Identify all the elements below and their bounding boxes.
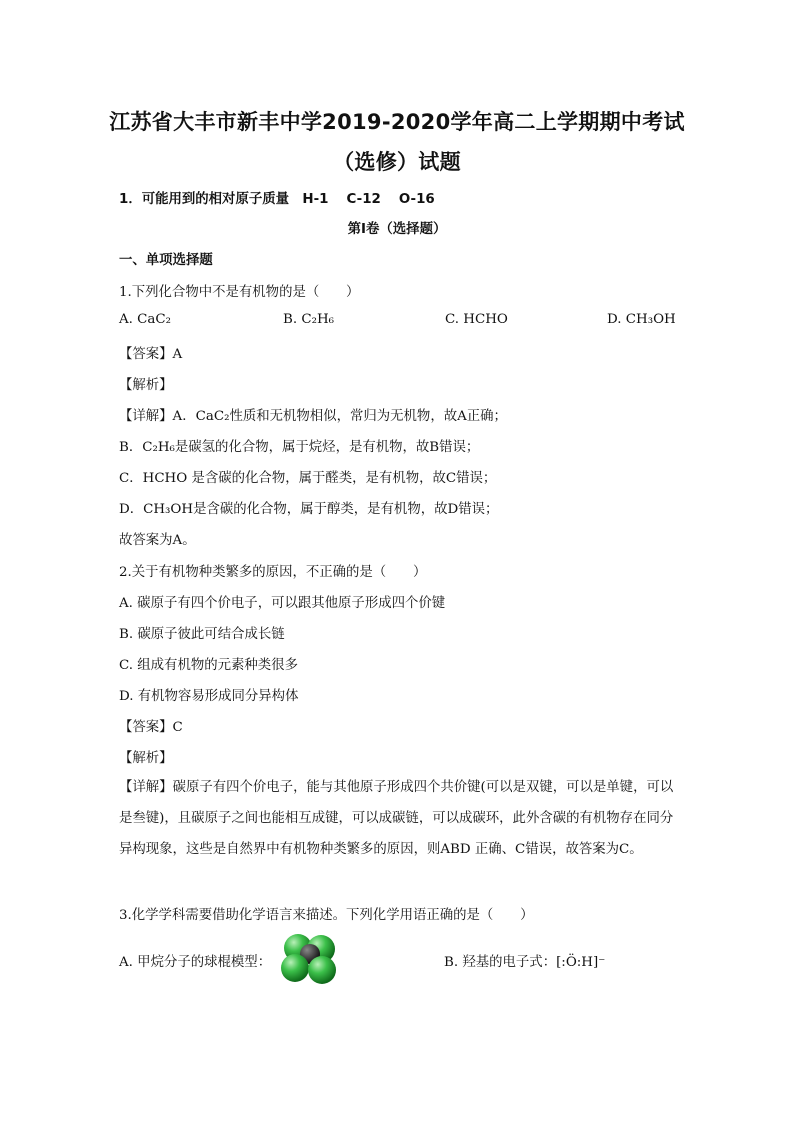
question-1-detail-line-1: 【详解】A．CaC₂性质和无机物相似，常归为无机物，故A正确； xyxy=(119,409,507,424)
question-2-analysis-label: 【解析】 xyxy=(119,751,173,766)
section-heading: 一、单项选择题 xyxy=(119,253,213,268)
question-2-option-b: B. 碳原子彼此可结合成长链 xyxy=(119,627,285,642)
question-2-option-c: C. 组成有机物的元素种类很多 xyxy=(119,658,298,673)
question-1-detail-line-3: C．HCHO 是含碳的化合物，属于醛类，是有机物，故C错误； xyxy=(119,471,497,486)
question-1-option-b: B. C₂H₆ xyxy=(283,312,335,327)
question-2-option-d: D. 有机物容易形成同分异构体 xyxy=(119,689,299,704)
question-1-detail-line-2: B．C₂H₆是碳氢的化合物，属于烷烃，是有机物，故B错误； xyxy=(119,440,480,455)
question-3-stem: 3.化学学科需要借助化学语言来描述。下列化学用语正确的是（ ） xyxy=(119,908,534,923)
question-2-stem: 2.关于有机物种类繁多的原因，不正确的是（ ） xyxy=(119,565,427,580)
document-title-line-2: （选修）试题 xyxy=(333,150,461,174)
document-title-line-1: 江苏省大丰市新丰中学2019-2020学年高二上学期期中考试 xyxy=(109,110,685,134)
methane-ball-model-image xyxy=(280,930,340,988)
question-2-answer: 【答案】C xyxy=(119,720,183,735)
question-1-option-a: A. CaC₂ xyxy=(119,312,172,327)
question-3-option-a: A. 甲烷分子的球棍模型： xyxy=(119,955,272,970)
volume-heading: 第I卷（选择题） xyxy=(347,222,447,237)
hydrogen-atom-4 xyxy=(308,956,336,984)
question-1-option-c: C. HCHO xyxy=(445,312,508,327)
hydrogen-atom-3 xyxy=(281,954,309,982)
question-2-detail: 【详解】碳原子有四个价电子，能与其他原子形成四个共价键(可以是双键，可以是单键，可以是叁键)，且碳原子之间也能相互成键，可以成碳链，可以成碳环，此外含碳的有机物存在同分异构现象，这些是自然界中有机物种类繁多的原因，则ABD 正确、C错误，故答案为C。 xyxy=(119,780,674,857)
question-1-stem: 1.下列化合物中不是有机物的是（ ） xyxy=(119,285,360,300)
question-1-analysis-label: 【解析】 xyxy=(119,378,173,393)
question-1-option-d: D. CH₃OH xyxy=(607,312,676,327)
question-1-detail-line-5: 故答案为A。 xyxy=(119,533,196,548)
relative-atomic-masses: 1．可能用到的相对原子质量 H-1 C-12 O-16 xyxy=(119,192,435,207)
question-1-detail-line-4: D．CH₃OH是含碳的化合物，属于醇类，是有机物，故D错误； xyxy=(119,502,499,517)
question-1-answer: 【答案】A xyxy=(119,347,183,362)
question-2-option-a: A. 碳原子有四个价电子，可以跟其他原子形成四个价键 xyxy=(119,596,446,611)
question-3-option-b: B. 羟基的电子式：[:Ö:H]⁻ xyxy=(444,955,606,970)
